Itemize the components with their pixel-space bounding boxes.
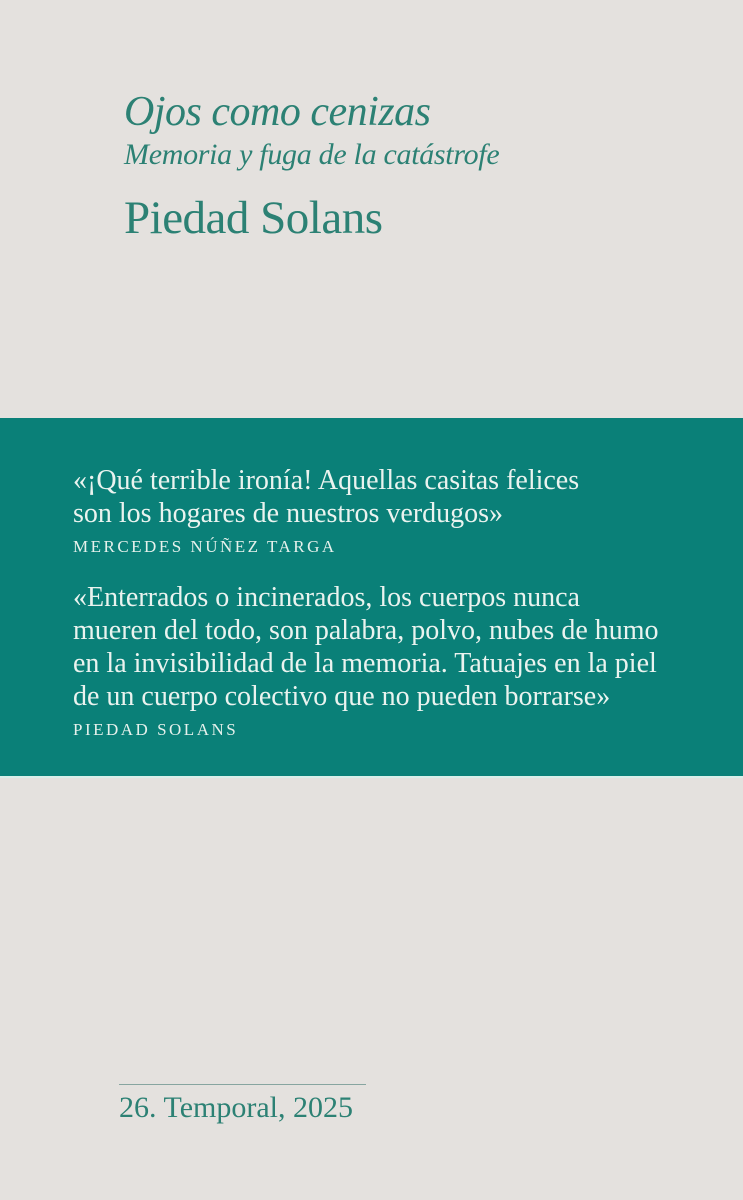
- quote-line: mueren del todo, son palabra, polvo, nubes de humo: [73, 615, 659, 646]
- quote-band: [0, 418, 743, 778]
- quote-attribution: MERCEDES NÚÑEZ TARGA: [73, 537, 337, 556]
- quote-line: «¡Qué terrible ironía! Aquellas casitas felices: [73, 465, 580, 496]
- quote-line: son los hogares de nuestros verdugos»: [73, 498, 504, 529]
- quote-block-piedad: [73, 581, 659, 740]
- title-block: [124, 88, 499, 244]
- quote-attribution: PIEDAD SOLANS: [73, 720, 239, 739]
- book-subtitle: Memoria y fuga de la catástrofe: [124, 138, 500, 171]
- footer-divider-rule: [119, 1084, 366, 1085]
- quote-line: de un cuerpo colectivo que no pueden borrarse»: [73, 681, 611, 712]
- book-title: Ojos como cenizas: [124, 89, 431, 135]
- quote-line: «Enterrados o incinerados, los cuerpos nunca: [73, 582, 580, 613]
- imprint-label: 26. Temporal, 2025: [119, 1091, 353, 1124]
- quote-block-mercedes: [73, 464, 579, 557]
- author-name: Piedad Solans: [124, 192, 383, 244]
- quote-line: en la invisibilidad de la memoria. Tatuajes en la piel: [73, 648, 657, 679]
